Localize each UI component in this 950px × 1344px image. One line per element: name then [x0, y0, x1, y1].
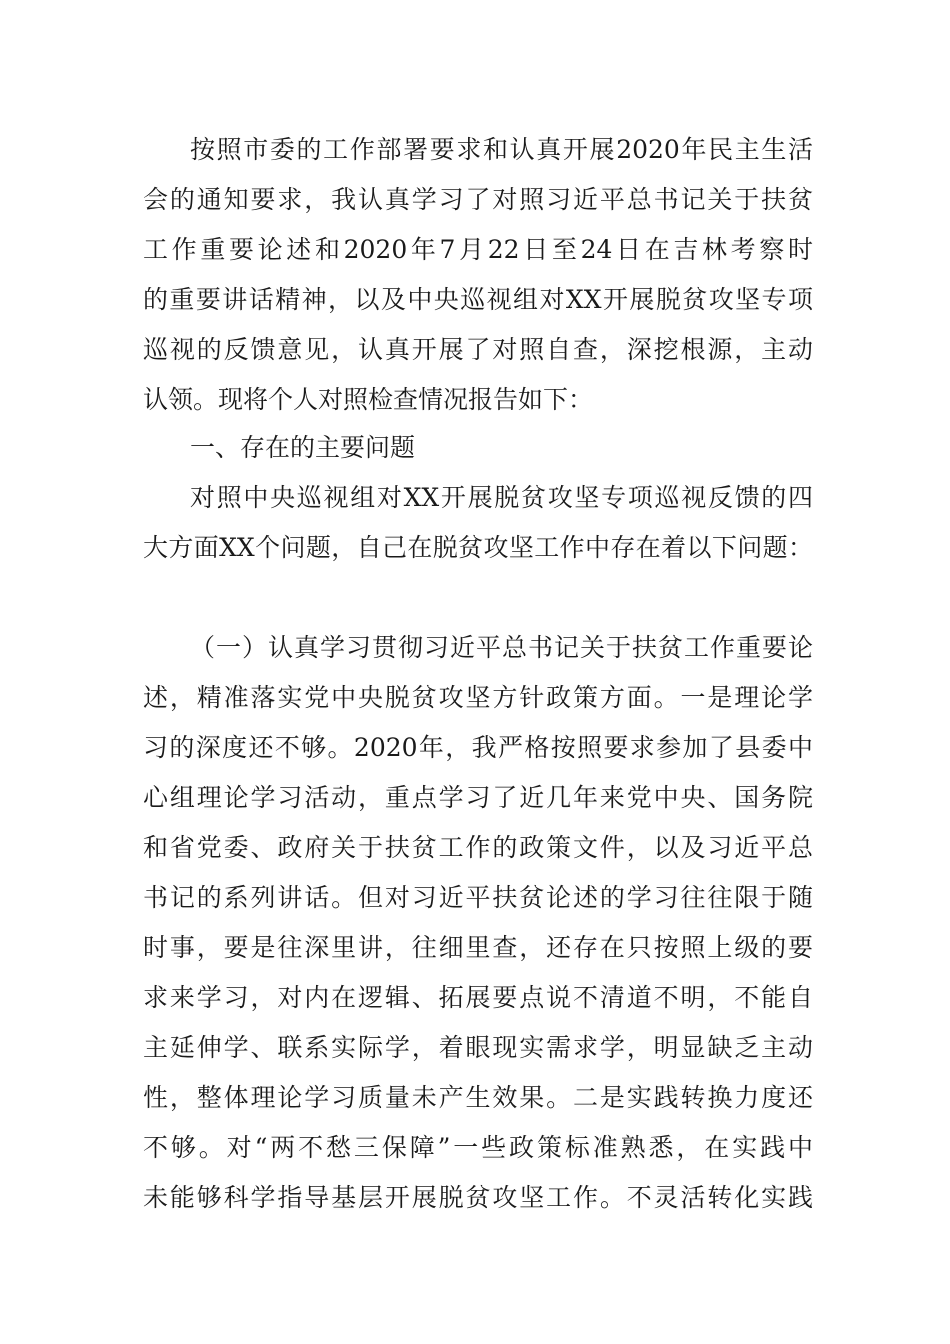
subsection-line: 不够。对“两不愁三保障”一些政策标准熟悉，在实践中 — [143, 1133, 813, 1162]
subsection-line: 心组理论学习活动，重点学习了近几年来党中央、国务院 — [143, 783, 813, 812]
intro-line: 认领。现将个人对照检查情况报告如下： — [143, 385, 594, 414]
intro-line: 工作重要论述和2020年7月22日至24日在吉林考察时 — [143, 235, 813, 264]
section-intro-line: 大方面XX个问题，自己在脱贫攻坚工作中存在着以下问题： — [143, 533, 813, 562]
intro-line: 会的通知要求，我认真学习了对照习近平总书记关于扶贫 — [143, 185, 813, 214]
subsection-line: 习的深度还不够。2020年，我严格按照要求参加了县委中 — [143, 733, 813, 762]
intro-line: 按照市委的工作部署要求和认真开展2020年民主生活 — [190, 135, 813, 164]
intro-line: 的重要讲话精神，以及中央巡视组对XX开展脱贫攻坚专项 — [143, 285, 813, 314]
subsection-line: 和省党委、政府关于扶贫工作的政策文件，以及习近平总 — [143, 833, 813, 862]
subsection-line: 书记的系列讲话。但对习近平扶贫论述的学习往往限于随 — [143, 883, 813, 912]
subsection-line: 性，整体理论学习质量未产生效果。二是实践转换力度还 — [143, 1083, 813, 1112]
subsection-line: 未能够科学指导基层开展脱贫攻坚工作。不灵活转化实践 — [143, 1183, 813, 1212]
subsection-line: 时事，要是往深里讲，往细里查，还存在只按照上级的要 — [143, 933, 813, 962]
section-intro-line: 对照中央巡视组对XX开展脱贫攻坚专项巡视反馈的四 — [190, 483, 813, 512]
subsection-line: 述，精准落实党中央脱贫攻坚方针政策方面。一是理论学 — [143, 683, 813, 712]
intro-line: 巡视的反馈意见，认真开展了对照自查，深挖根源，主动 — [143, 335, 813, 364]
section-heading: 一、存在的主要问题 — [190, 433, 416, 462]
subsection-line: （一）认真学习贯彻习近平总书记关于扶贫工作重要论 — [190, 633, 813, 662]
subsection-line: 主延伸学、联系实际学，着眼现实需求学，明显缺乏主动 — [143, 1033, 813, 1062]
subsection-line: 求来学习，对内在逻辑、拓展要点说不清道不明，不能自 — [143, 983, 813, 1012]
